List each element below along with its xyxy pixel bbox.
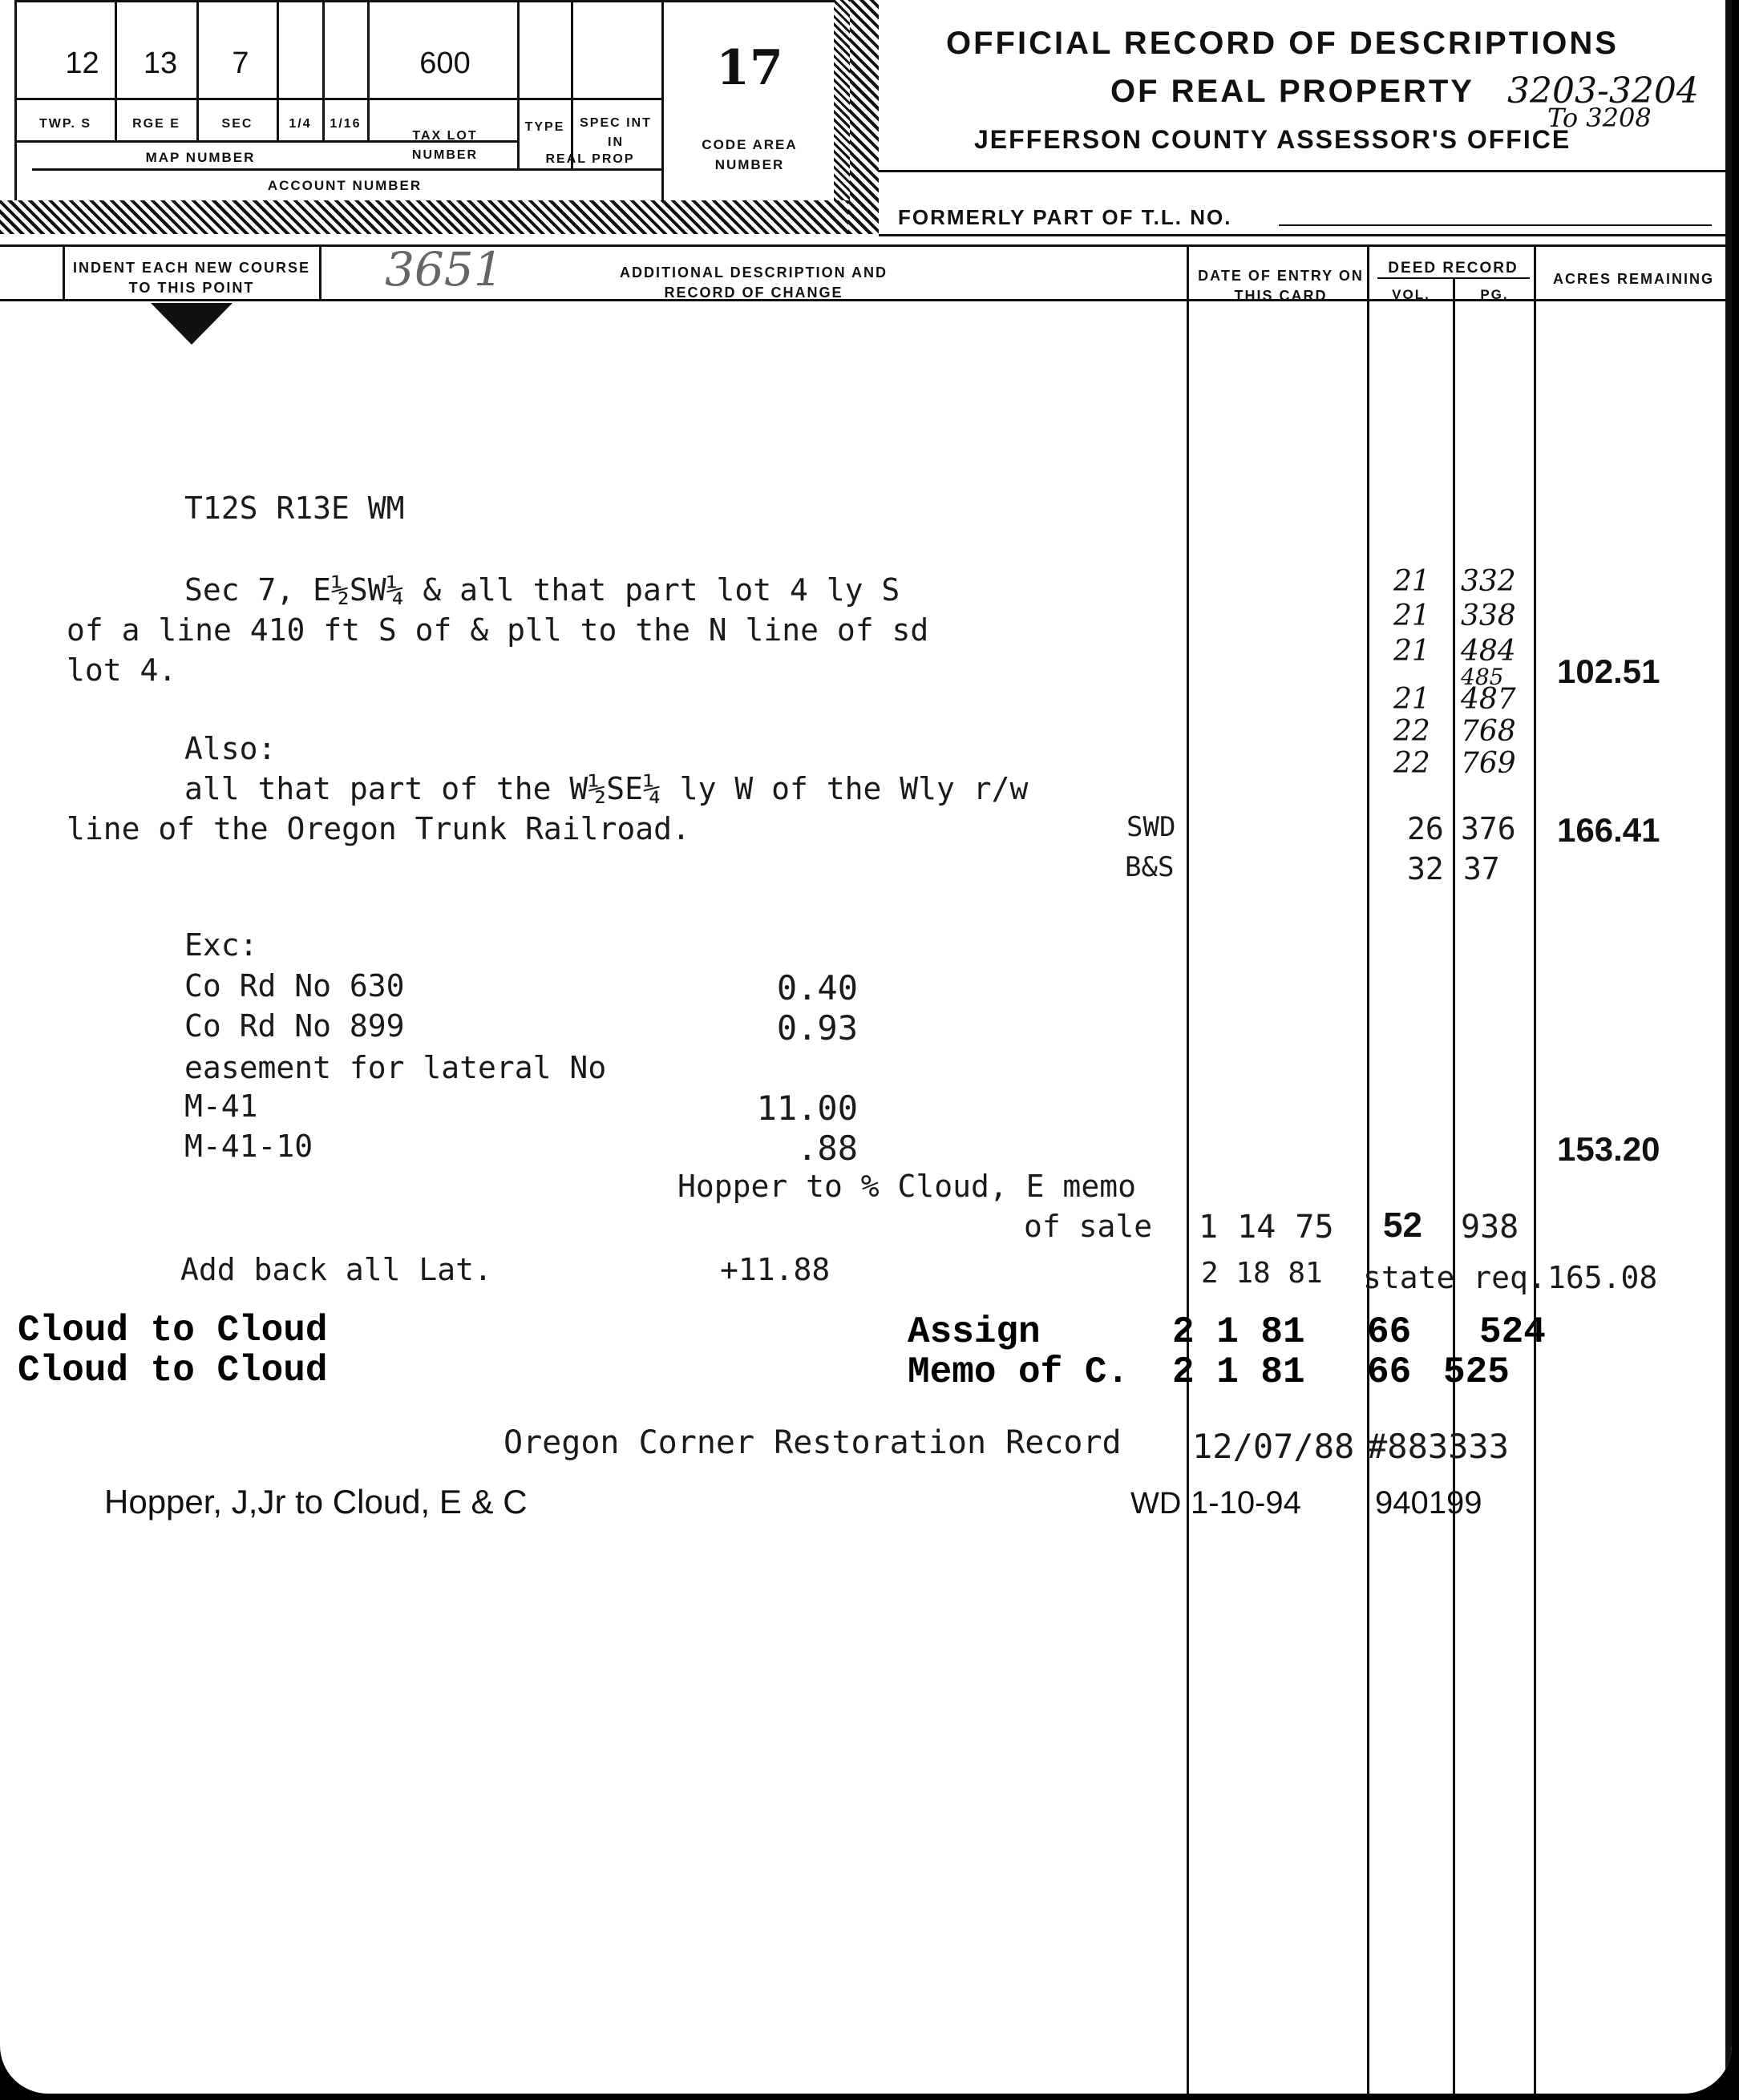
- handwritten-card-number: 3651: [385, 242, 504, 297]
- sale-vol: 52: [1383, 1205, 1422, 1245]
- exception-label: M-41-10: [184, 1129, 313, 1164]
- acres-remaining-label: ACRES REMAINING: [1552, 271, 1714, 287]
- deed-vol-handwritten: 22: [1393, 715, 1430, 748]
- bs-pg: 37: [1463, 851, 1500, 886]
- deed-vol-handwritten: 21: [1393, 565, 1430, 598]
- assign-date: 2 1 81: [1172, 1311, 1305, 1353]
- township-line: T12S R13E WM: [184, 491, 405, 526]
- description-line: Sec 7, E½SW¼ & all that part lot 4 ly S: [184, 572, 900, 608]
- description-line: line of the Oregon Trunk Railroad.: [67, 811, 690, 846]
- handwritten-to: To 3208: [1547, 103, 1652, 133]
- exception-label: M-41: [184, 1088, 258, 1124]
- indent-label: INDENT EACH NEW COURSE TO THIS POINT: [72, 260, 310, 296]
- deed-vol-handwritten: 22: [1393, 747, 1430, 780]
- deed-vol-handwritten: 21: [1393, 600, 1430, 632]
- sec-value: 7: [232, 46, 249, 80]
- rge-label: RGE E: [132, 117, 180, 131]
- deed-pg-handwritten: 332: [1461, 565, 1516, 598]
- assign-pg: 524: [1479, 1311, 1546, 1353]
- acres-166: 166.41: [1557, 811, 1660, 849]
- rge-value: 13: [143, 46, 178, 80]
- exception-label: Co Rd No 899: [184, 1008, 405, 1044]
- deed-pg-handwritten: 338: [1461, 600, 1516, 632]
- rule: [367, 0, 370, 140]
- code-area-label: CODE AREA NUMBER: [702, 137, 798, 172]
- description-line: all that part of the W½SE¼ ly W of the Wly r/w: [184, 771, 1029, 806]
- wd-code: WD: [1130, 1487, 1182, 1520]
- assign-label: Assign: [908, 1311, 1041, 1353]
- deed-pg-handwritten: 484: [1461, 635, 1516, 668]
- acres-153: 153.20: [1557, 1130, 1660, 1168]
- wd-number: 940199: [1375, 1485, 1482, 1520]
- rule: [14, 0, 17, 200]
- bs-code: B&S: [1125, 851, 1175, 883]
- map-number-label: MAP NUMBER: [145, 150, 256, 165]
- title-line-2: OF REAL PROPERTY: [1110, 74, 1474, 109]
- exc-line: Exc:: [184, 927, 258, 963]
- rule: [14, 98, 662, 100]
- ocrr-line: Oregon Corner Restoration Record: [504, 1424, 1122, 1461]
- rule: [517, 0, 520, 168]
- vol-label: VOL.: [1392, 287, 1430, 302]
- sec-label: SEC: [221, 117, 253, 131]
- hopper-memo-line: Hopper to % Cloud, E memo: [677, 1169, 1136, 1204]
- swd-code: SWD: [1126, 811, 1176, 843]
- handwritten-range: 3203-3204: [1507, 71, 1699, 111]
- exception-acres: 0.40: [776, 968, 858, 1008]
- add-back-line: Add back all Lat.: [180, 1252, 492, 1287]
- hatch-band: [0, 200, 874, 234]
- code-area-value: 17: [716, 40, 783, 96]
- cloud-to-cloud-line: Cloud to Cloud: [18, 1350, 328, 1391]
- rule: [1279, 224, 1712, 226]
- deed-pg-handwritten: 769: [1461, 747, 1516, 780]
- twp-label: TWP. S: [38, 117, 92, 131]
- hopper-memo-line: of sale: [1024, 1209, 1153, 1244]
- state-req-note: state req.: [1363, 1260, 1547, 1295]
- wd-date: 1-10-94: [1191, 1485, 1301, 1520]
- indent-arrow-icon: [151, 303, 233, 345]
- deed-vol-handwritten: 21: [1393, 683, 1430, 716]
- rule: [879, 234, 1732, 236]
- card-edge: [1725, 0, 1732, 2094]
- exception-acres: 11.00: [756, 1088, 858, 1128]
- deed-pg-handwritten: 768: [1461, 715, 1516, 748]
- rule: [319, 244, 322, 299]
- assign-vol: 66: [1367, 1311, 1412, 1353]
- office-name: JEFFERSON COUNTY ASSESSOR'S OFFICE: [974, 125, 1571, 154]
- exception-acres: 0.93: [776, 1008, 858, 1048]
- description-label: ADDITIONAL DESCRIPTION AND RECORD OF CHANGE: [619, 265, 888, 301]
- rule: [1534, 244, 1536, 2094]
- description-line: lot 4.: [67, 652, 177, 688]
- sale-pg: 938: [1461, 1209, 1519, 1246]
- real-prop-label: REAL PROP: [545, 152, 635, 166]
- description-line: of a line 410 ft S of & pll to the N line of sd: [67, 612, 929, 648]
- rule: [571, 0, 573, 168]
- lat-date: 2 18 81: [1201, 1257, 1323, 1290]
- twp-value: 12: [65, 46, 99, 80]
- acres-165: 165.08: [1547, 1260, 1658, 1295]
- memo-vol: 66: [1367, 1351, 1412, 1393]
- sixteenth-label: 1/16: [330, 117, 362, 131]
- type-label: TYPE: [524, 120, 565, 134]
- deed-record-label: DEED RECORD: [1388, 260, 1519, 277]
- rule: [63, 244, 65, 299]
- tax-lot-label: TAX LOT NUMBER: [411, 129, 479, 162]
- acres-102: 102.51: [1557, 652, 1660, 690]
- rule: [1453, 277, 1455, 2094]
- ocrr-date: 12/07/88: [1192, 1427, 1355, 1466]
- memo-pg: 525: [1443, 1351, 1510, 1393]
- exception-label: easement for lateral No: [184, 1050, 607, 1085]
- swd-vol: 26: [1407, 811, 1444, 846]
- deed-pg-handwritten: 485: [1461, 664, 1504, 690]
- exception-acres: .88: [797, 1129, 858, 1168]
- cloud-to-cloud-line: Cloud to Cloud: [18, 1310, 328, 1351]
- deed-pg-handwritten: 487: [1461, 683, 1516, 716]
- pg-label: PG.: [1480, 287, 1509, 302]
- hatch-band: [848, 0, 879, 234]
- rule: [0, 244, 1732, 247]
- date-of-entry-label: DATE OF ENTRY ON THIS CARD: [1198, 268, 1364, 304]
- sale-date: 1 14 75: [1199, 1209, 1334, 1246]
- account-number-label: ACCOUNT NUMBER: [267, 178, 423, 193]
- memo-label: Memo of C.: [908, 1351, 1130, 1393]
- exception-label: Co Rd No 630: [184, 968, 405, 1004]
- also-line: Also:: [184, 731, 277, 766]
- bs-vol: 32: [1407, 851, 1444, 886]
- hopper-jr-line: Hopper, J,Jr to Cloud, E & C: [104, 1483, 528, 1520]
- quarter-label: 1/4: [289, 117, 312, 131]
- rule: [879, 170, 1732, 172]
- add-back-value: +11.88: [720, 1252, 831, 1287]
- formerly-part-label: FORMERLY PART OF T.L. NO.: [898, 205, 1232, 229]
- memo-date: 2 1 81: [1172, 1351, 1305, 1393]
- hatch-band: [834, 0, 850, 200]
- tax-lot-value: 600: [419, 46, 471, 80]
- ocrr-number: #883333: [1367, 1427, 1510, 1466]
- rule: [1367, 244, 1369, 2094]
- rule: [1187, 244, 1189, 2094]
- spec-int-label: SPEC INT IN: [580, 116, 652, 149]
- deed-vol-handwritten: 21: [1393, 635, 1430, 668]
- rule: [14, 0, 848, 2]
- title-line-1: OFFICIAL RECORD OF DESCRIPTIONS: [946, 26, 1619, 61]
- rule: [32, 168, 662, 171]
- swd-pg: 376: [1461, 811, 1516, 846]
